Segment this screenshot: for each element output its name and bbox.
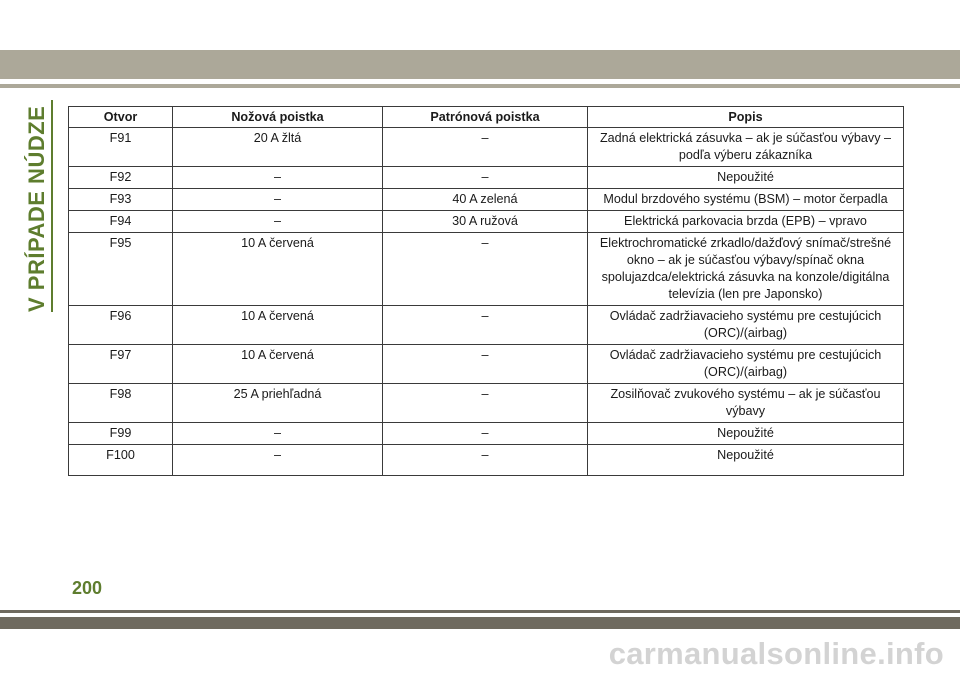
page-number: 200 [72, 578, 103, 598]
cell-description: Elektrochromatické zrkadlo/dažďový snímač/strešné okno – ak je súčasťou výbavy/spínač okna spolujazdca/elektrická zásuvka na konzole/digitálna televízia (len pre Japonsko) [588, 233, 904, 306]
header-cavity: Otvor [69, 107, 173, 128]
cell-blade-fuse: – [173, 445, 383, 476]
cell-cartridge-fuse: – [383, 445, 588, 476]
table-row [69, 128, 904, 167]
table-row [69, 211, 904, 233]
cell-cartridge-fuse: 30 A ružová [383, 211, 588, 233]
header-description: Popis [588, 107, 904, 128]
table-row [69, 345, 904, 384]
table-row [69, 306, 904, 345]
cell-cartridge-fuse: – [383, 233, 588, 306]
cell-blade-fuse: 10 A červená [173, 233, 383, 306]
footer-band [0, 617, 960, 629]
cell-description: Ovládač zadržiavacieho systému pre cestujúcich (ORC)/(airbag) [588, 345, 904, 384]
cell-description: Nepoužité [588, 167, 904, 189]
cell-blade-fuse: 25 A priehľadná [173, 384, 383, 423]
cell-blade-fuse: – [173, 211, 383, 233]
cell-cavity: F97 [69, 345, 173, 384]
cell-cavity: F96 [69, 306, 173, 345]
table-row [69, 423, 904, 445]
cell-description: Nepoužité [588, 423, 904, 445]
cell-cavity: F99 [69, 423, 173, 445]
cell-cavity: F92 [69, 167, 173, 189]
table-row [69, 189, 904, 211]
cell-blade-fuse: – [173, 167, 383, 189]
header-cartridge-fuse: Patrónová poistka [383, 107, 588, 128]
cell-cartridge-fuse: – [383, 384, 588, 423]
cell-description: Nepoužité [588, 445, 904, 476]
footer-rule [0, 610, 960, 613]
cell-cartridge-fuse: – [383, 423, 588, 445]
table-header-row [69, 107, 904, 128]
table-row [69, 384, 904, 423]
cell-blade-fuse: – [173, 189, 383, 211]
section-title-rule [51, 100, 53, 312]
cell-cartridge-fuse: – [383, 345, 588, 384]
section-title: V PRÍPADE NÚDZE [24, 105, 49, 312]
cell-blade-fuse: 10 A červená [173, 306, 383, 345]
cell-cartridge-fuse: – [383, 128, 588, 167]
cell-cavity: F91 [69, 128, 173, 167]
cell-blade-fuse: 10 A červená [173, 345, 383, 384]
header-blade-fuse: Nožová poistka [173, 107, 383, 128]
header-rule [0, 84, 960, 88]
cell-cavity: F95 [69, 233, 173, 306]
header-band [0, 50, 960, 79]
cell-description: Zosilňovač zvukového systému – ak je súčasťou výbavy [588, 384, 904, 423]
table-row [69, 233, 904, 306]
table-row [69, 167, 904, 189]
cell-cavity: F98 [69, 384, 173, 423]
cell-cavity: F100 [69, 445, 173, 476]
cell-cartridge-fuse: – [383, 167, 588, 189]
cell-blade-fuse: 20 A žltá [173, 128, 383, 167]
cell-blade-fuse: – [173, 423, 383, 445]
cell-cartridge-fuse: 40 A zelená [383, 189, 588, 211]
cell-cavity: F94 [69, 211, 173, 233]
cell-description: Elektrická parkovacia brzda (EPB) – vpravo [588, 211, 904, 233]
cell-description: Zadná elektrická zásuvka – ak je súčasťou výbavy – podľa výberu zákazníka [588, 128, 904, 167]
cell-cavity: F93 [69, 189, 173, 211]
table-row [69, 445, 904, 476]
watermark: carmanualsonline.info [608, 636, 944, 671]
cell-cartridge-fuse: – [383, 306, 588, 345]
cell-description: Ovládač zadržiavacieho systému pre cestujúcich (ORC)/(airbag) [588, 306, 904, 345]
fuse-table [68, 106, 904, 476]
cell-description: Modul brzdového systému (BSM) – motor čerpadla [588, 189, 904, 211]
